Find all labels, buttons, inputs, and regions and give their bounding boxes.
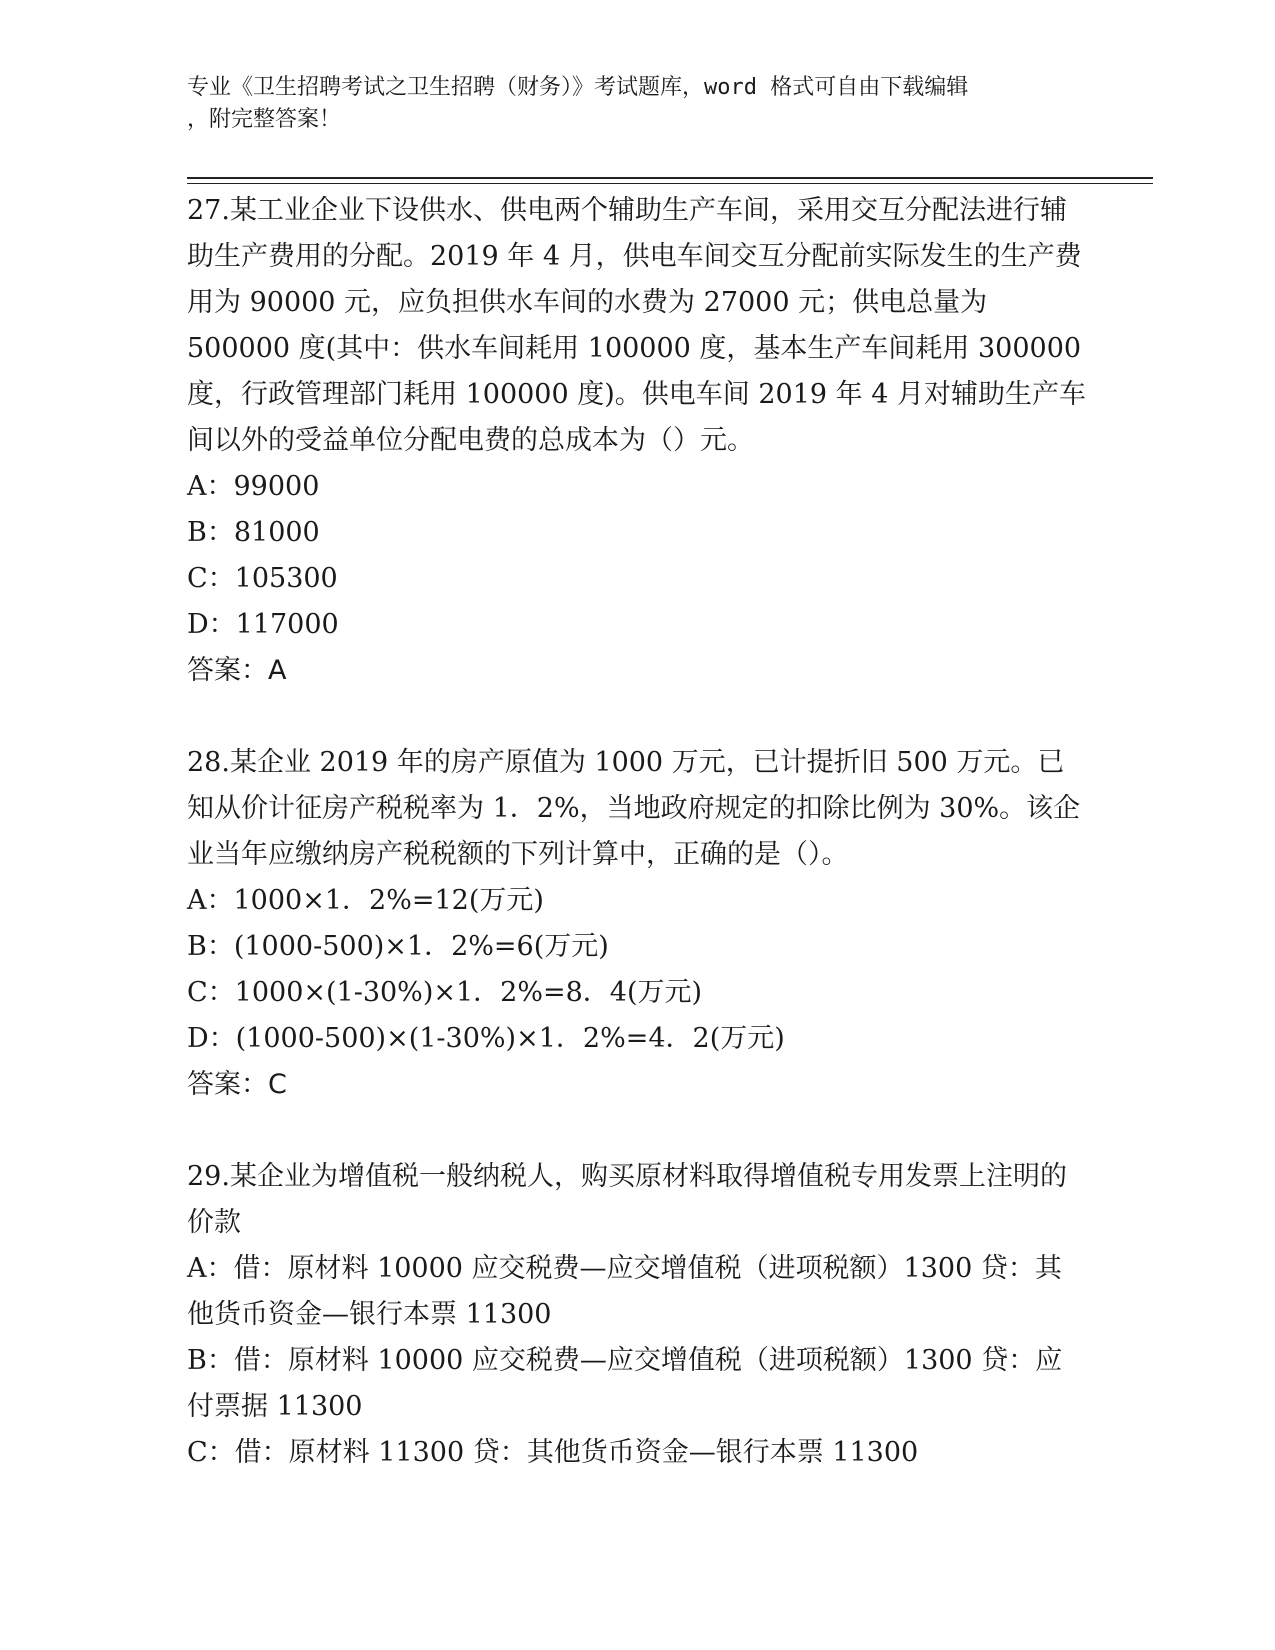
question-28 <box>187 740 1087 1108</box>
question-text: 29.某企业为增值税一般纳税人，购买原材料取得增值税专用发票上注明的价款 <box>187 1161 1067 1238</box>
question-text: 27.某工业企业下设供水、供电两个辅助生产车间，采用交互分配法进行辅助生产费用的分配。2019 年 4 月，供电车间交互分配前实际发生的生产费用为 90000 元，应负担供水车间的水费为 27000 元；供电总量为 500000 度(其中：供水车间耗用 100000 度，基本生产车间耗用 300000 度，行政管理部门耗用 100000 度)。供电车间 2019 年 4 月对辅助生产车间以外的受益单位分配电费的总成本为（）元。 <box>187 195 1090 456</box>
option-a: A：1000×1．2%=12(万元) <box>187 885 544 916</box>
option-d: D：(1000-500)×(1-30%)×1．2%=4．2(万元) <box>187 1023 785 1054</box>
answer: 答案：C <box>187 1069 287 1100</box>
option-b: B：(1000-500)×1．2%=6(万元) <box>187 931 609 962</box>
header-divider <box>187 177 1153 179</box>
question-text: 28.某企业 2019 年的房产原值为 1000 万元，已计提折旧 500 万元。已知从价计征房产税税率为 1．2%，当地政府规定的扣除比例为 30%。该企业当年应缴纳房产税税额的下列计算中，正确的是（）。 <box>187 747 1081 870</box>
document-header <box>187 72 1087 136</box>
option-b: B：借：原材料 10000 应交税费—应交增值税（进项税额）1300 贷：应付票据 11300 <box>187 1345 1063 1422</box>
option-c: C：105300 <box>187 563 338 594</box>
option-a: A：99000 <box>187 471 320 502</box>
header-divider-thin <box>187 183 1153 184</box>
question-27 <box>187 188 1090 694</box>
header-line-2: ，附完整答案！ <box>187 107 342 132</box>
question-29 <box>187 1154 1087 1476</box>
question-list <box>187 188 1090 1522</box>
option-a: A：借：原材料 10000 应交税费—应交增值税（进项税额）1300 贷：其他货币资金—银行本票 11300 <box>187 1253 1062 1330</box>
option-d: D：117000 <box>187 609 339 640</box>
answer: 答案：A <box>187 655 287 686</box>
option-c: C：借：原材料 11300 贷：其他货币资金—银行本票 11300 <box>187 1437 919 1468</box>
header-line-1: 专业《卫生招聘考试之卫生招聘（财务）》考试题库，word 格式可自由下载编辑 <box>187 75 969 100</box>
option-c: C：1000×(1-30%)×1．2%=8．4(万元) <box>187 977 703 1008</box>
option-b: B：81000 <box>187 517 320 548</box>
